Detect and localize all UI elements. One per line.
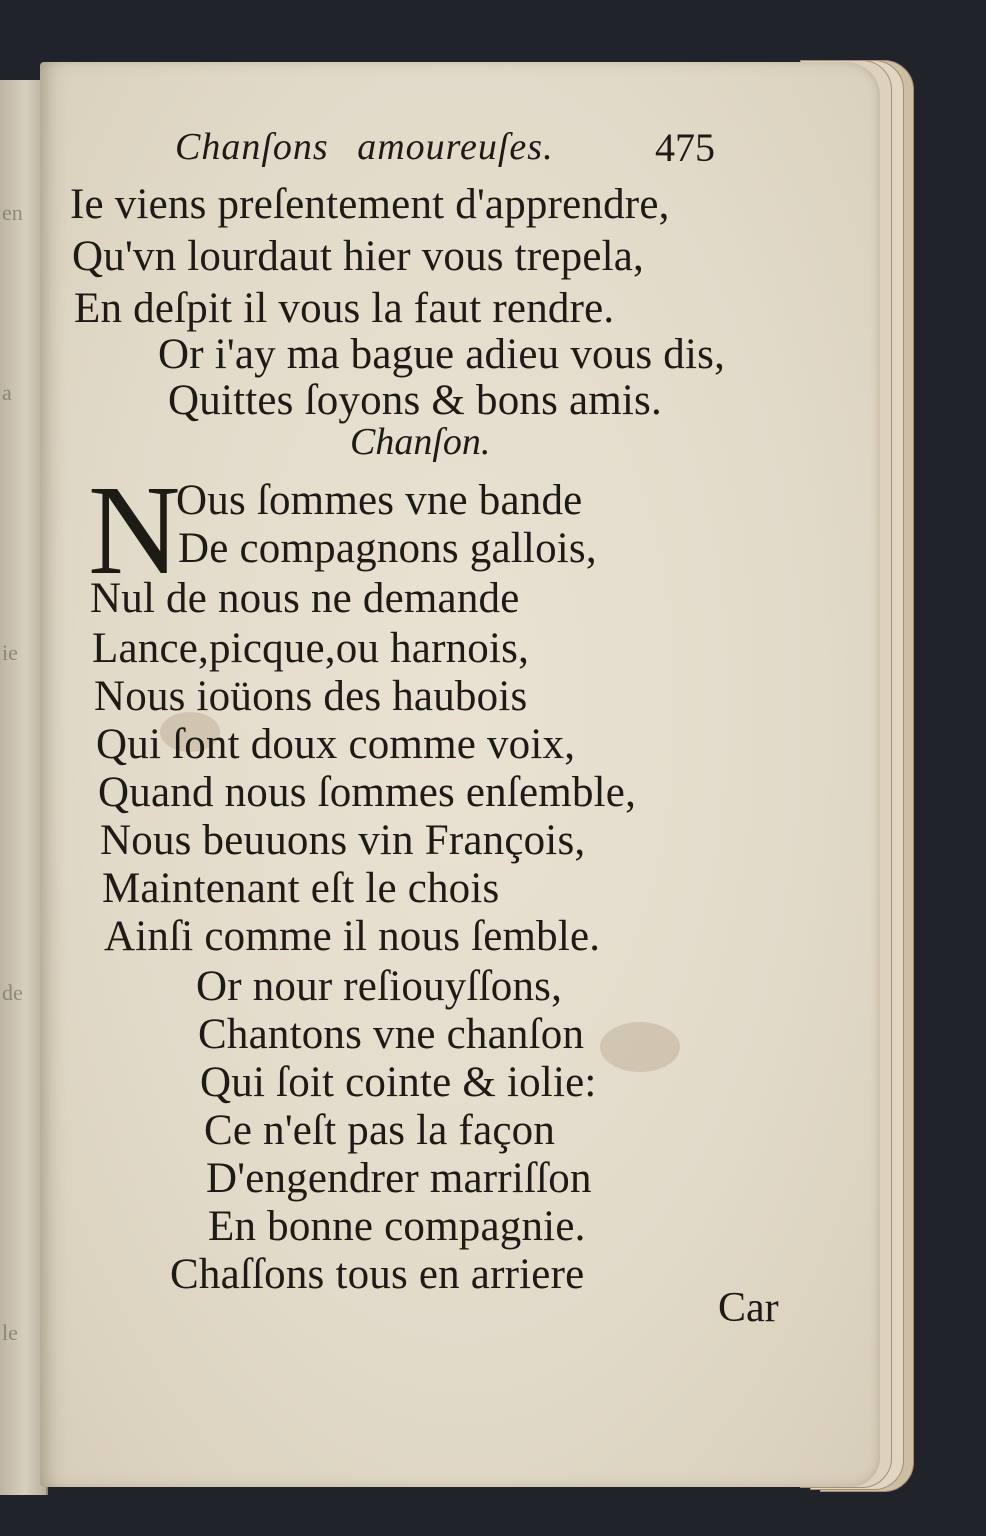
song-line: Ce n'eſt pas la façon	[204, 1107, 556, 1154]
paper-stain	[600, 1022, 680, 1072]
song-line: D'engendrer marriſſon	[206, 1155, 592, 1202]
song-line: Chaſſons tous en arriere	[170, 1251, 585, 1298]
song-line: Ous ſommes vne bande	[176, 477, 583, 524]
verse-line: Or i'ay ma bague adieu vous dis,	[158, 331, 726, 378]
song-line: Maintenant eſt le chois	[102, 865, 500, 912]
song-line: Or nour reſiouyſſons,	[196, 963, 563, 1010]
song-line: Qui ſoit cointe & iolie:	[200, 1059, 597, 1106]
running-head: Chanſons amoureuſes.	[175, 126, 554, 168]
page-number: 475	[655, 125, 715, 170]
song-title: Chanſon.	[350, 421, 491, 463]
song-line: Nous beuuons vin François,	[100, 817, 586, 864]
song-line: Qui ſont doux comme voix,	[96, 721, 576, 768]
song-line: De compagnons gallois,	[178, 525, 597, 572]
song-line: Nous ioüons des haubois	[94, 673, 528, 720]
verse-line: Ie viens preſentement d'apprendre,	[70, 181, 670, 228]
drop-cap: N	[88, 459, 181, 601]
catchword: Car	[718, 1285, 779, 1331]
song-line: En bonne compagnie.	[208, 1203, 586, 1250]
song-line: Ainſi comme il nous ſemble.	[104, 913, 601, 960]
song-line: Chantons vne chanſon	[198, 1011, 585, 1058]
verse-line: Quittes ſoyons & bons amis.	[168, 377, 662, 424]
previous-page-edge: en a ie de le	[0, 80, 48, 1495]
song-line: Nul de nous ne demande	[90, 575, 520, 622]
song-line: Quand nous ſommes enſemble,	[98, 769, 637, 816]
verse-line: Qu'vn lourdaut hier vous trepela,	[72, 233, 645, 280]
verse-line: En deſpit il vous la faut rendre.	[74, 285, 615, 332]
song-line: Lance,picque,ou harnois,	[92, 625, 530, 672]
